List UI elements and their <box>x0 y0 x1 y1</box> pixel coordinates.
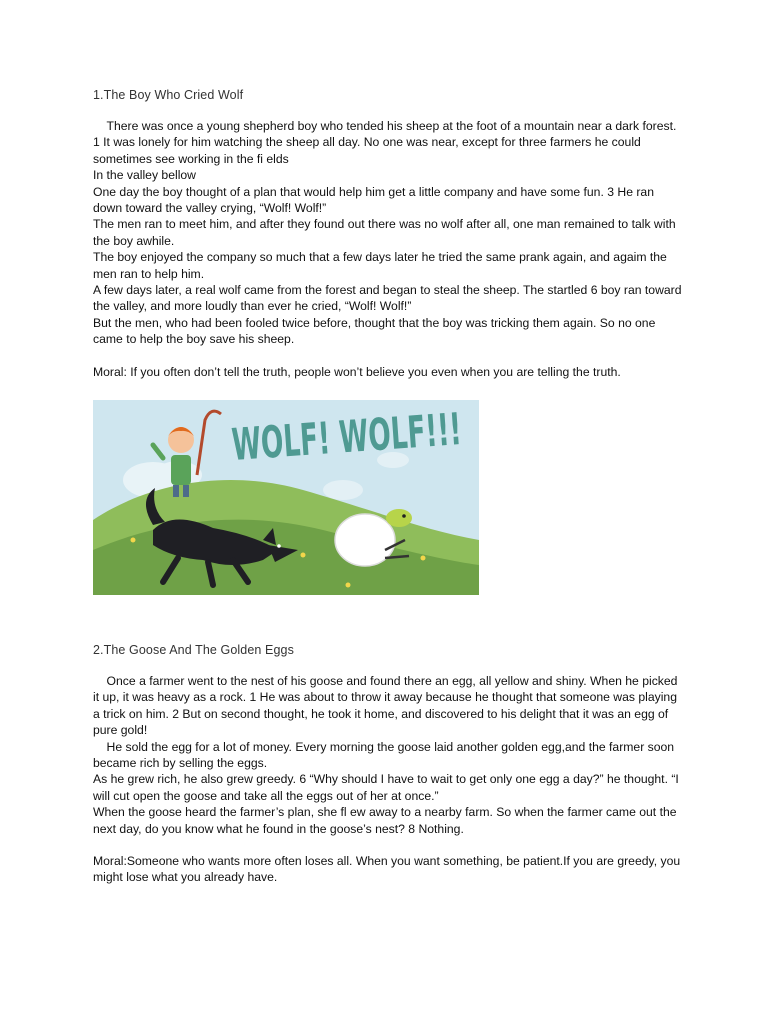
paragraph: Once a farmer went to the nest of his goose and found there an egg, all yellow and shiny. When he picked it up, it was heavy as a rock. 1 He was about to throw it away because he thought that someone was playing a trick on him. 2 But on second thought, he took it home, and discovered to his delight that it was an egg of pure gold! <box>93 674 681 738</box>
paragraph: A few days later, a real wolf came from the forest and began to steal the sheep. The startled 6 boy ran toward the valley, and more loudly than ever he cried, “Wolf! Wolf!” <box>93 283 682 314</box>
story-title: 2.The Goose And The Golden Eggs <box>93 643 294 657</box>
paragraph: The men ran to meet him, and after they found out there was no wolf after all, one man remained to talk with the boy awhile. <box>93 217 676 248</box>
paragraph: In the valley bellow <box>93 168 196 183</box>
story-goose-golden-eggs <box>93 643 683 886</box>
paragraph: One day the boy thought of a plan that would help him get a little company and have some fun. 3 He ran down toward the valley crying, “Wolf! Wolf!” <box>93 184 654 216</box>
paragraph: But the men, who had been fooled twice before, thought that the boy was tricking them again. So no one came to help the boy save his sheep. <box>93 315 656 347</box>
paragraph: The boy enjoyed the company so much that a few days later he tried the same prank again, and agaim the men ran to help him. <box>93 250 667 281</box>
paragraph: There was once a young shepherd boy who tended his sheep at the foot of a mountain near a dark forest. 1 It was lonely for him watching the sheep all day. No one was near, except for three farmers he could sometimes see working in the fi elds <box>93 119 680 166</box>
moral: Moral: If you often don’t tell the truth, people won’t believe you even when you are telling the truth. <box>93 364 621 379</box>
moral: Moral:Someone who wants more often loses all. When you want something, be patient.If you are greedy, you might lose what you already have. <box>93 854 681 885</box>
paragraph: As he grew rich, he also grew greedy. 6 “Why should I have to wait to get only one egg a day?” he thought. “I will cut open the goose and take all the eggs out of her at once.” <box>93 772 679 803</box>
story-boy-who-cried-wolf <box>93 88 683 380</box>
wolf-illustration-image <box>93 393 617 595</box>
paragraph: He sold the egg for a lot of money. Every morning the goose laid another golden egg,and the farmer soon became rich by selling the eggs. <box>93 739 678 771</box>
paragraph: When the goose heard the farmer’s plan, she fl ew away to a nearby farm. So when the farmer came out the next day, do you know what he found in the goose’s nest? 8 Nothing. <box>93 805 677 836</box>
wolf-illustration <box>93 393 617 595</box>
story-title: 1.The Boy Who Cried Wolf <box>93 88 244 102</box>
wolf-caption: WOLF! WOLF!!! <box>230 393 617 471</box>
